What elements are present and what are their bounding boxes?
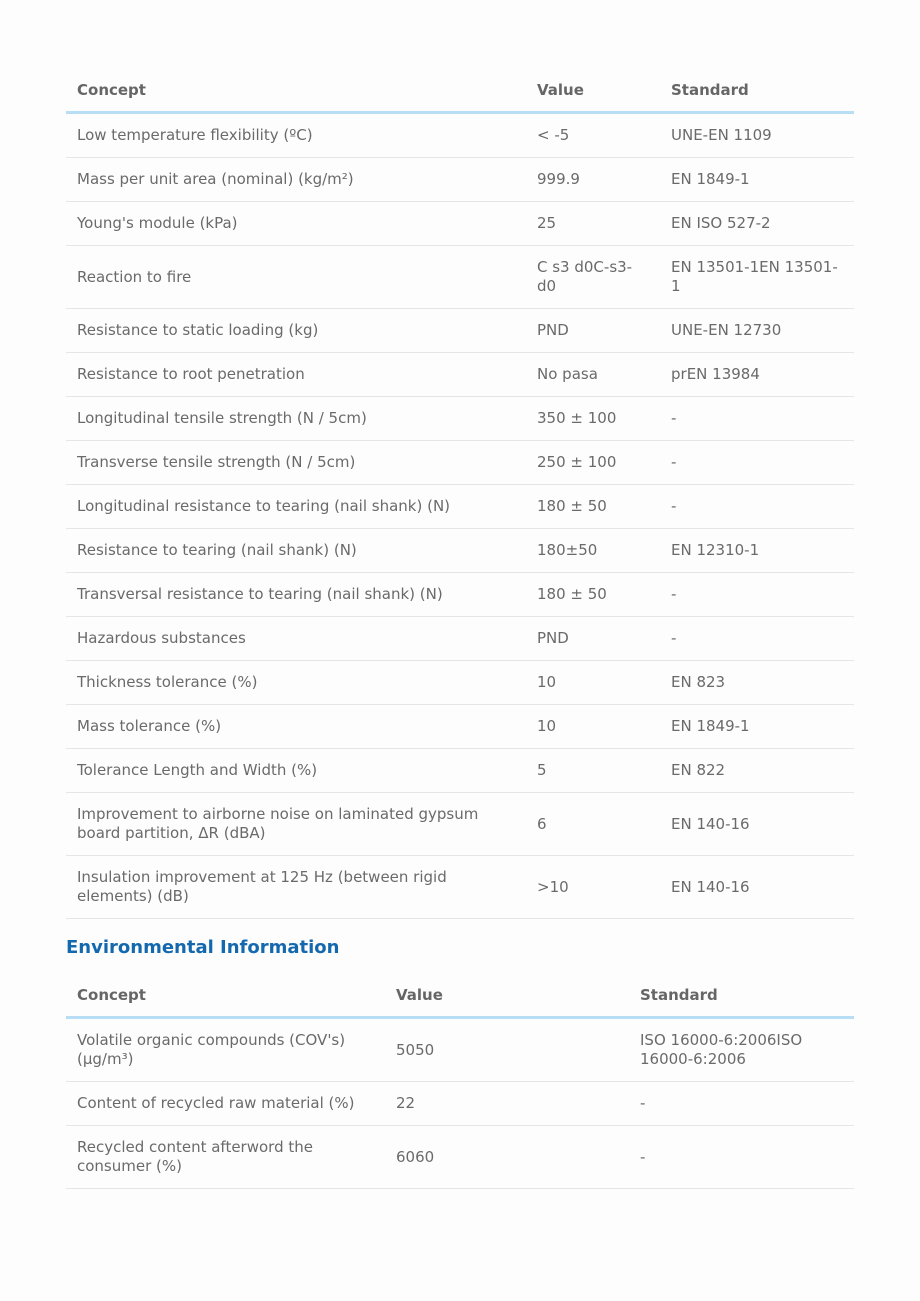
cell-value: No pasa [526, 353, 660, 397]
table-row [66, 661, 854, 705]
table-row [66, 573, 854, 617]
cell-standard: - [660, 617, 854, 661]
document-page [66, 70, 854, 1189]
cell-value: 5050 [385, 1018, 629, 1082]
table-row [66, 113, 854, 158]
cell-value: 350 ± 100 [526, 397, 660, 441]
cell-standard: - [629, 1082, 854, 1126]
cell-concept: Recycled content afterword the consumer (%) [66, 1126, 385, 1189]
cell-value: 10 [526, 661, 660, 705]
table-row [66, 1082, 854, 1126]
cell-standard: EN 1849-1 [660, 158, 854, 202]
table-header-row [66, 70, 854, 113]
cell-standard: prEN 13984 [660, 353, 854, 397]
cell-value: 10 [526, 705, 660, 749]
cell-concept: Young's module (kPa) [66, 202, 526, 246]
cell-concept: Improvement to airborne noise on laminated gypsum board partition, ΔR (dBA) [66, 793, 526, 856]
cell-concept: Transversal resistance to tearing (nail shank) (N) [66, 573, 526, 617]
column-header-concept: Concept [66, 975, 385, 1018]
cell-standard: EN ISO 527-2 [660, 202, 854, 246]
cell-standard: UNE-EN 12730 [660, 309, 854, 353]
cell-value: >10 [526, 856, 660, 919]
table-row [66, 705, 854, 749]
cell-value: < -5 [526, 113, 660, 158]
cell-value: 180 ± 50 [526, 485, 660, 529]
table-row [66, 1018, 854, 1082]
table-row [66, 441, 854, 485]
cell-concept: Low temperature flexibility (ºC) [66, 113, 526, 158]
cell-value: 22 [385, 1082, 629, 1126]
table-row [66, 158, 854, 202]
cell-standard: - [660, 573, 854, 617]
cell-standard: EN 1849-1 [660, 705, 854, 749]
table-row [66, 793, 854, 856]
cell-standard: - [660, 397, 854, 441]
table-row [66, 202, 854, 246]
cell-standard: - [660, 485, 854, 529]
cell-concept: Reaction to fire [66, 246, 526, 309]
cell-concept: Insulation improvement at 125 Hz (between rigid elements) (dB) [66, 856, 526, 919]
environmental-table [66, 975, 854, 1189]
cell-concept: Mass tolerance (%) [66, 705, 526, 749]
table-row [66, 749, 854, 793]
cell-value: PND [526, 309, 660, 353]
cell-concept: Longitudinal resistance to tearing (nail shank) (N) [66, 485, 526, 529]
technical-specs-table [66, 70, 854, 919]
table-row [66, 246, 854, 309]
cell-concept: Thickness tolerance (%) [66, 661, 526, 705]
cell-value: 6 [526, 793, 660, 856]
table-row [66, 397, 854, 441]
table-row [66, 529, 854, 573]
cell-concept: Resistance to static loading (kg) [66, 309, 526, 353]
table-row [66, 617, 854, 661]
column-header-value: Value [385, 975, 629, 1018]
cell-concept: Mass per unit area (nominal) (kg/m²) [66, 158, 526, 202]
cell-value: PND [526, 617, 660, 661]
cell-value: C s3 d0C-s3-d0 [526, 246, 660, 309]
table-row [66, 485, 854, 529]
table-row [66, 309, 854, 353]
cell-value: 180 ± 50 [526, 573, 660, 617]
table-row [66, 1126, 854, 1189]
cell-concept: Content of recycled raw material (%) [66, 1082, 385, 1126]
column-header-concept: Concept [66, 70, 526, 113]
cell-concept: Volatile organic compounds (COV's) (µg/m³) [66, 1018, 385, 1082]
cell-value: 250 ± 100 [526, 441, 660, 485]
column-header-value: Value [526, 70, 660, 113]
cell-concept: Tolerance Length and Width (%) [66, 749, 526, 793]
environmental-section-title: Environmental Information [66, 937, 340, 958]
cell-standard: EN 140-16 [660, 793, 854, 856]
cell-standard: EN 12310-1 [660, 529, 854, 573]
cell-concept: Resistance to tearing (nail shank) (N) [66, 529, 526, 573]
cell-standard: ISO 16000-6:2006ISO 16000-6:2006 [629, 1018, 854, 1082]
cell-concept: Transverse tensile strength (N / 5cm) [66, 441, 526, 485]
cell-standard: EN 140-16 [660, 856, 854, 919]
cell-value: 180±50 [526, 529, 660, 573]
cell-value: 6060 [385, 1126, 629, 1189]
cell-value: 999.9 [526, 158, 660, 202]
table-header-row [66, 975, 854, 1018]
cell-standard: EN 13501-1EN 13501-1 [660, 246, 854, 309]
column-header-standard: Standard [629, 975, 854, 1018]
cell-standard: EN 823 [660, 661, 854, 705]
cell-concept: Resistance to root penetration [66, 353, 526, 397]
cell-value: 5 [526, 749, 660, 793]
table-row [66, 353, 854, 397]
cell-standard: - [629, 1126, 854, 1189]
cell-standard: UNE-EN 1109 [660, 113, 854, 158]
cell-concept: Hazardous substances [66, 617, 526, 661]
cell-concept: Longitudinal tensile strength (N / 5cm) [66, 397, 526, 441]
cell-standard: - [660, 441, 854, 485]
column-header-standard: Standard [660, 70, 854, 113]
cell-standard: EN 822 [660, 749, 854, 793]
cell-value: 25 [526, 202, 660, 246]
table-row [66, 856, 854, 919]
